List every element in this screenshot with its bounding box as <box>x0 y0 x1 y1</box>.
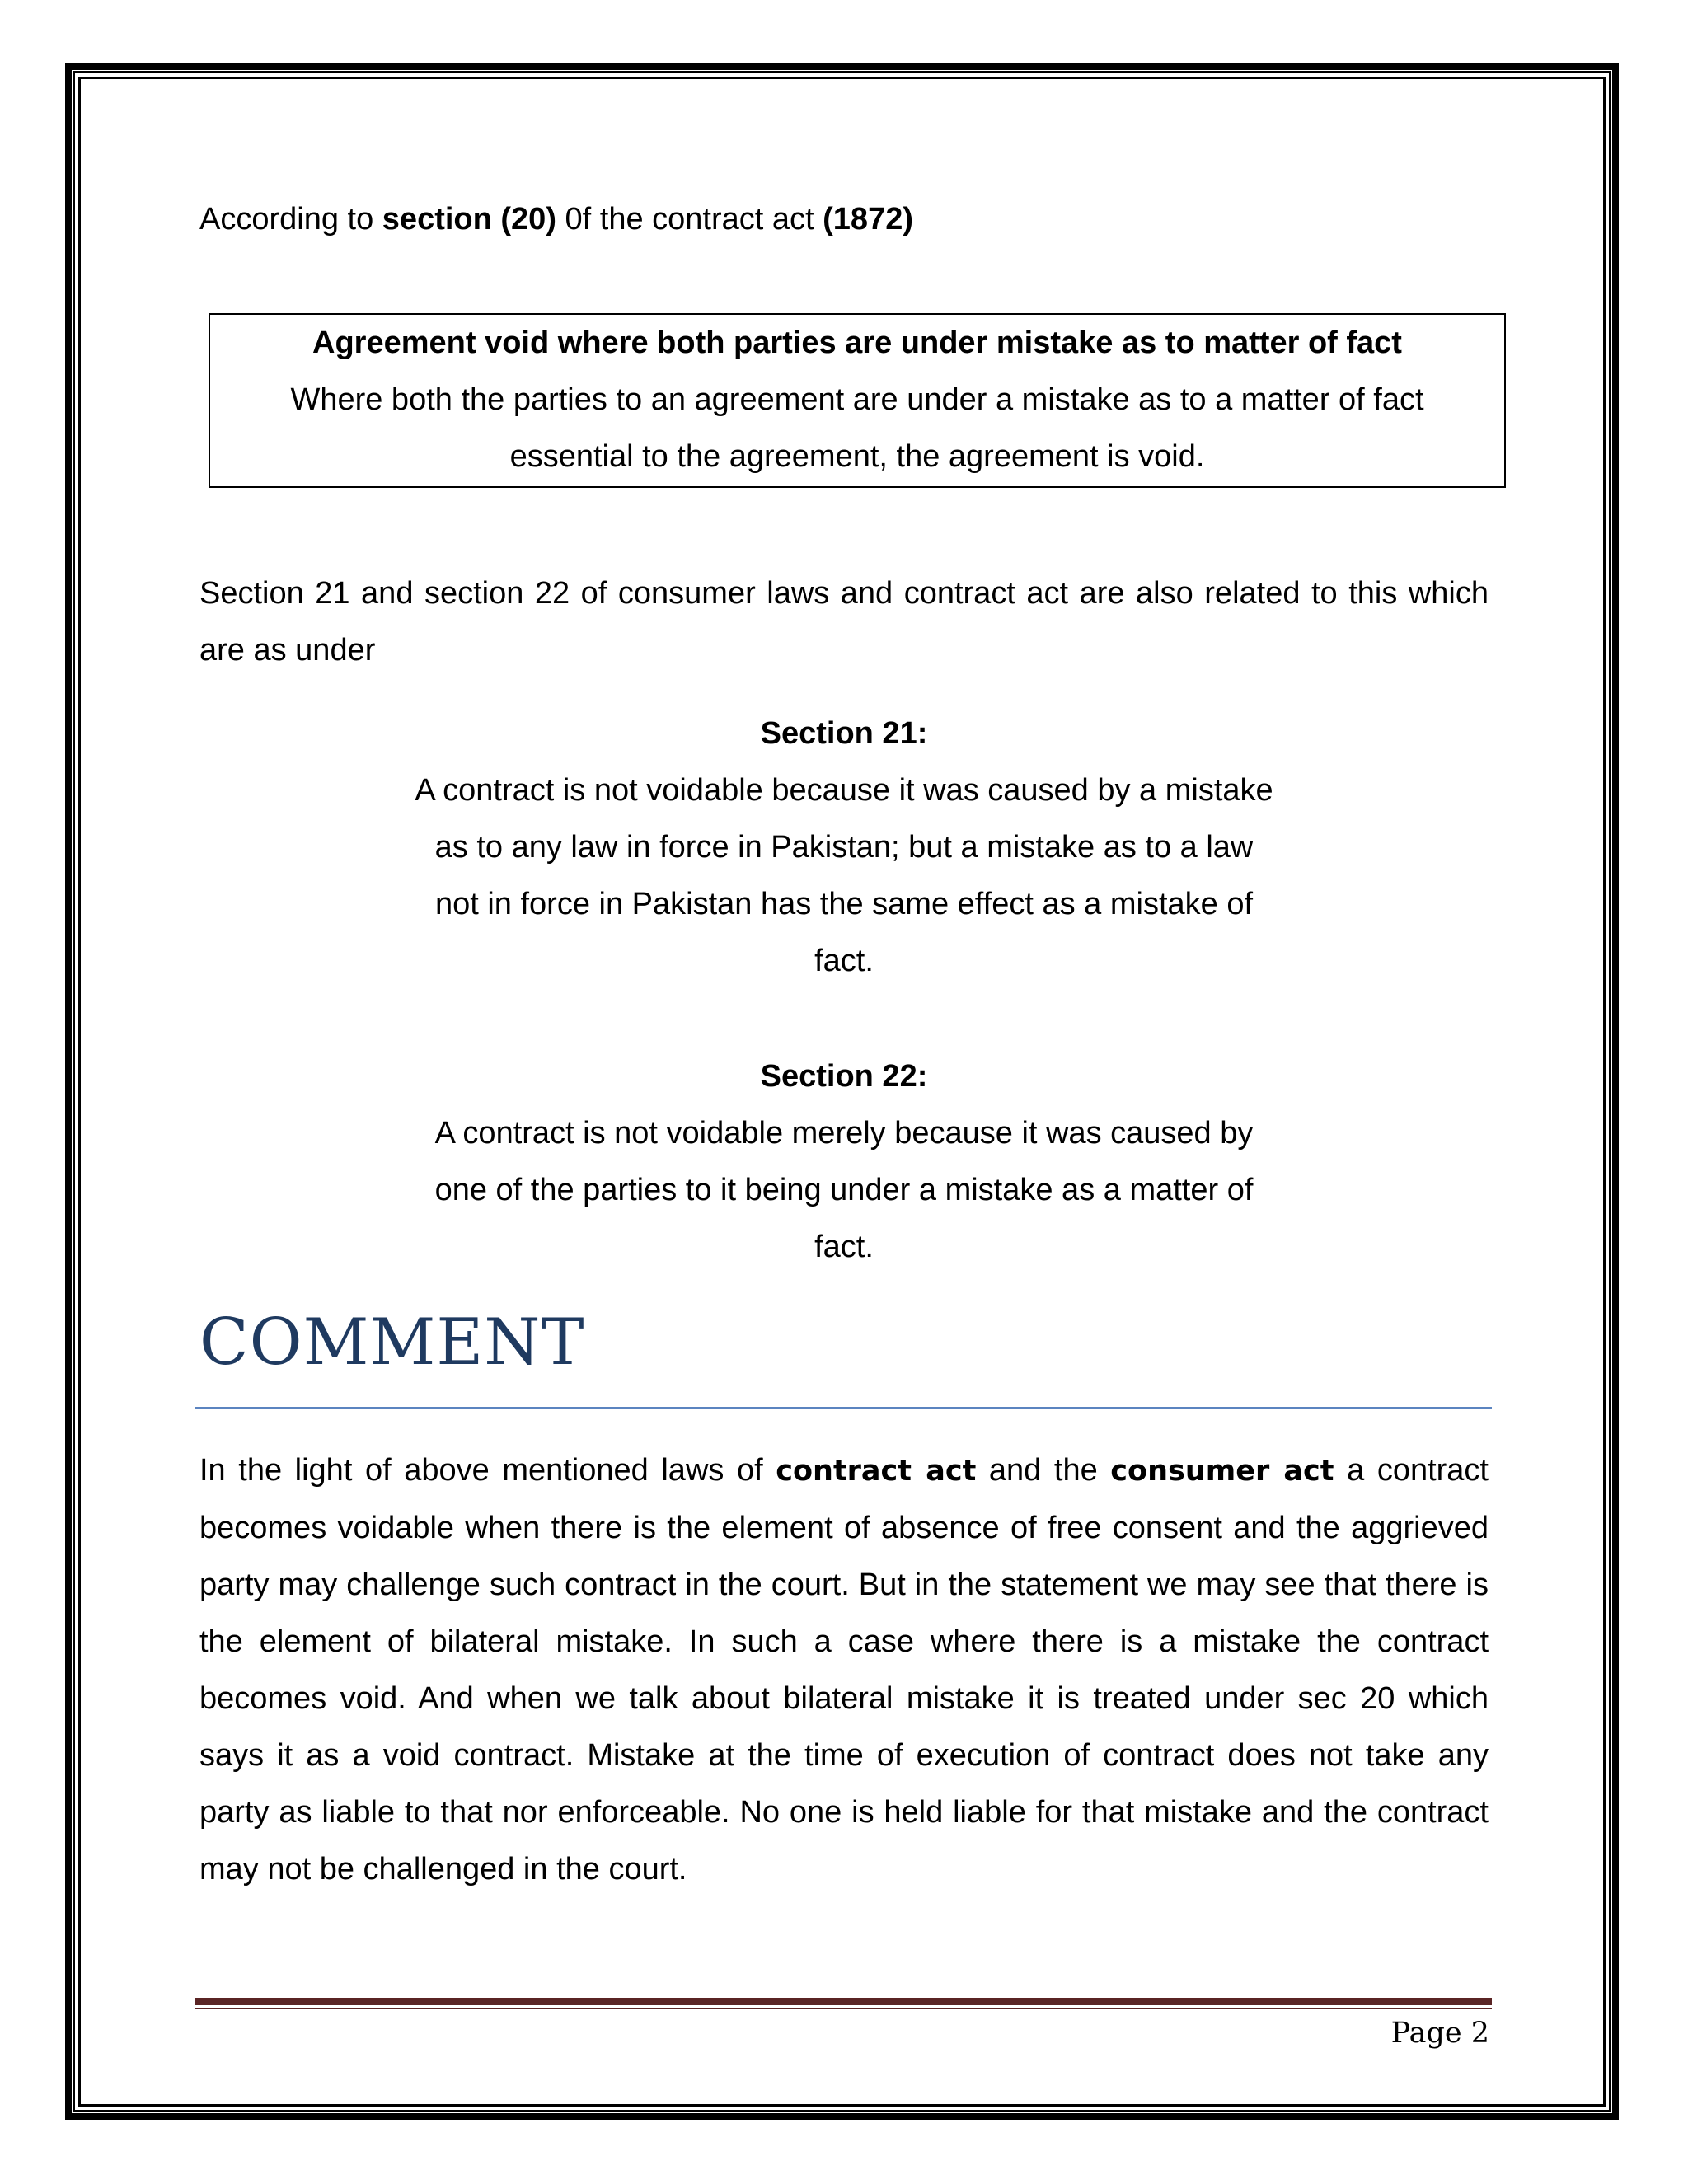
section-21-block <box>412 705 1276 990</box>
intro-year: (1872) <box>823 202 913 237</box>
law-quote-box <box>209 313 1506 488</box>
related-sections-paragraph: Section 21 and section 22 of consumer laws and contract act are also related to this which are as under <box>199 576 1489 668</box>
intro-section-ref: section (20) <box>382 202 556 237</box>
footer-rule-thin <box>195 2008 1492 2009</box>
comment-text-3: a contract becomes voidable when there is the element of absence of free consent and the aggrieved party may challenge such contract in the court. But in the statement we may see that there is the element of bilateral mistake. In such a case where there is a mistake the contract becomes void. And when we talk about bilateral mistake it is treated under sec 20 which says it as a void contract. Mistake at the time of execution of contract does not take any party as liable to that nor enforceable. No one is held liable for that mistake and the contract may not be challenged in the court. <box>199 1453 1489 1886</box>
section-21-text: A contract is not voidable because it was caused by a mistake as to any law in force in Pakistan; but a mistake as to a law not in force in Pakistan has the same effect as a mistake of fact. <box>415 773 1273 978</box>
section-22-title: Section 22: <box>760 1059 928 1094</box>
law-box-title: Agreement void where both parties are under mistake as to matter of fact <box>312 326 1402 360</box>
intro-paragraph <box>199 191 1489 248</box>
law-box-text: Where both the parties to an agreement are under a mistake as to a matter of fact essential to the agreement, the agreement is void. <box>290 382 1424 474</box>
comment-paragraph <box>199 1442 1489 1898</box>
comment-text-2: and the <box>976 1453 1111 1488</box>
section-22-block <box>412 1048 1276 1276</box>
comment-contract-act: contract act <box>776 1455 977 1488</box>
intro-prefix: According to <box>199 202 382 237</box>
comment-heading: COMMENT <box>199 1305 585 1380</box>
section-22-text: A contract is not voidable merely because it was caused by one of the parties to it being under a mistake as a matter of fact. <box>434 1116 1254 1264</box>
page-number: Page 2 <box>1390 2017 1489 2050</box>
comment-consumer-act: consumer act <box>1110 1455 1334 1488</box>
footer-rule-thick <box>195 1998 1492 2005</box>
section-21-title: Section 21: <box>760 716 928 751</box>
comment-heading-rule <box>195 1407 1492 1409</box>
comment-text-1: In the light of above mentioned laws of <box>199 1453 776 1488</box>
intro-middle: 0f the contract act <box>556 202 823 237</box>
